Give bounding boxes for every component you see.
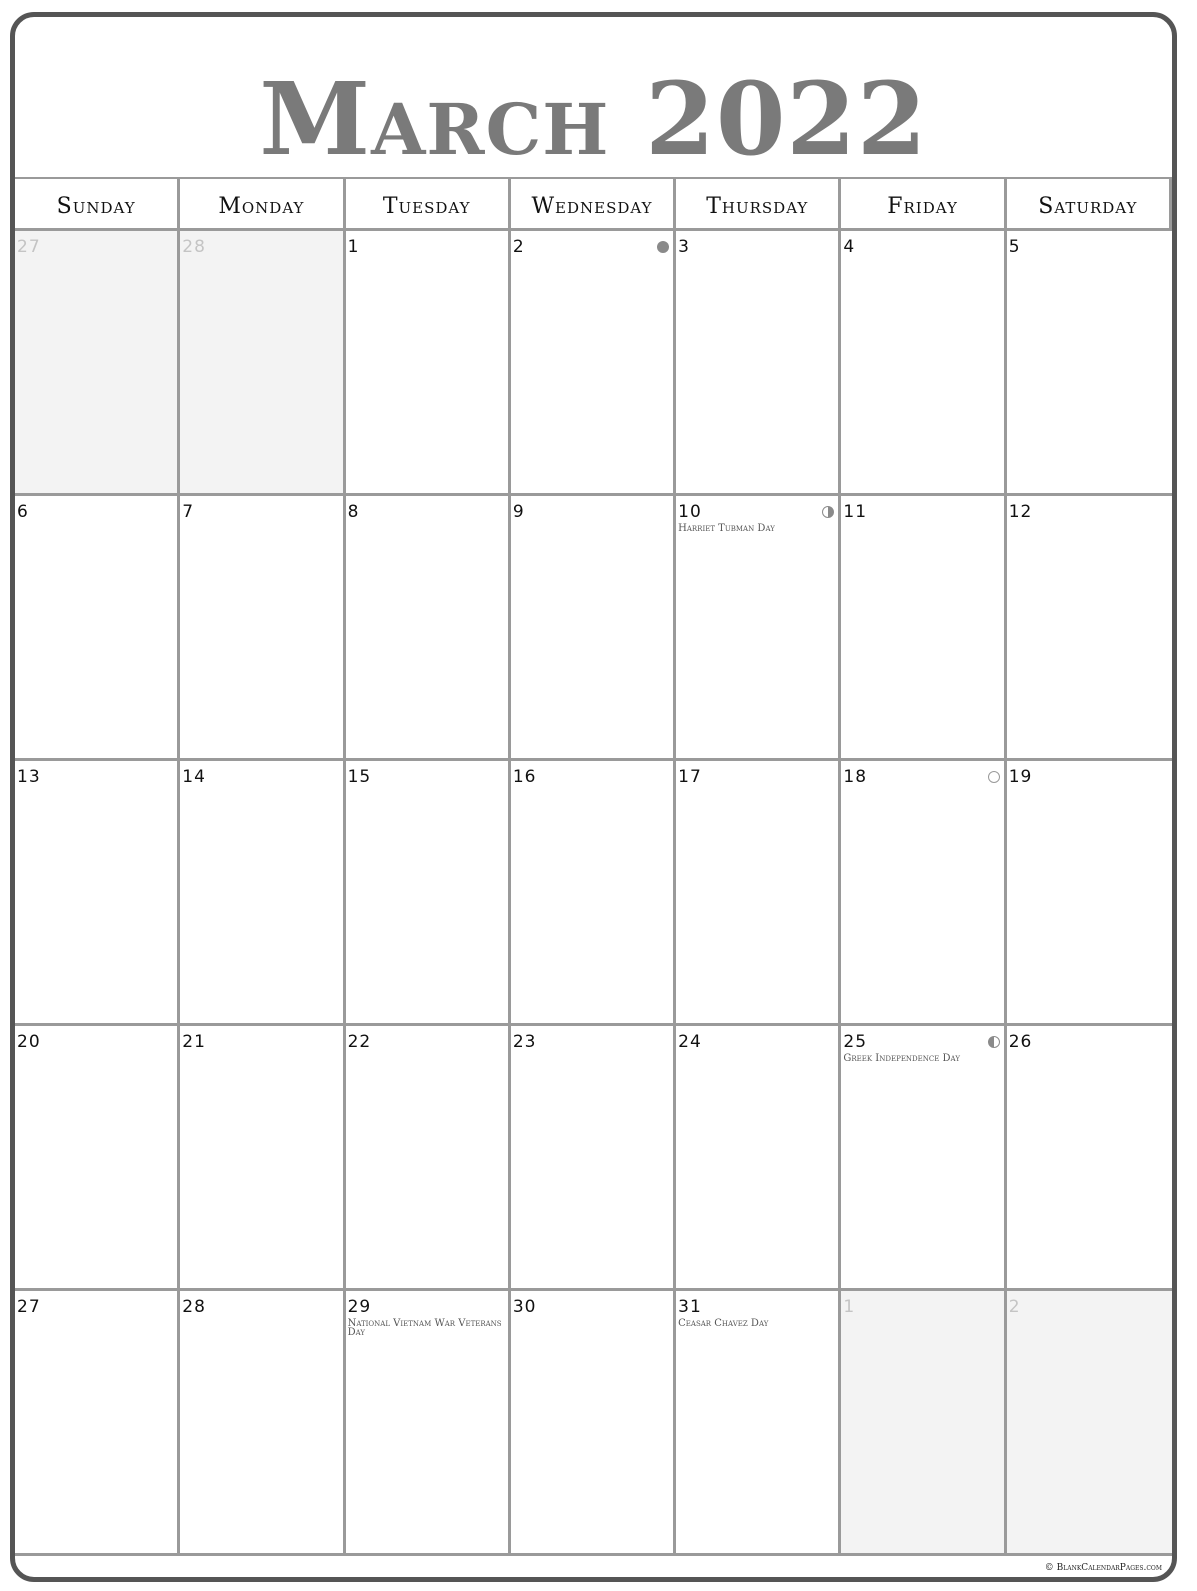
day-number: 5	[1008, 237, 1021, 257]
day-number: 9	[512, 502, 525, 522]
weekday-header: Monday	[180, 179, 345, 231]
day-number: 16	[512, 767, 537, 787]
calendar-title: March 2022	[259, 60, 928, 178]
day-cell	[676, 1291, 841, 1556]
day-cell-outside-month	[841, 1291, 1006, 1556]
first-quarter-moon-icon	[822, 506, 834, 518]
day-number: 19	[1008, 767, 1033, 787]
day-number: 6	[17, 502, 29, 522]
holiday-label: Greek Independence Day	[843, 1053, 960, 1064]
day-number: 4	[843, 237, 856, 257]
day-number: 27	[17, 237, 41, 257]
day-cell	[676, 496, 841, 761]
holiday-label: National Vietnam War Veterans Day	[347, 1318, 502, 1338]
day-number: 26	[1008, 1032, 1033, 1052]
day-number: 28	[182, 1297, 206, 1317]
copyright-text: © BlankCalendarPages.com	[1044, 1563, 1162, 1573]
day-number: 20	[17, 1032, 41, 1052]
day-number: 30	[512, 1297, 537, 1317]
calendar-grid	[15, 179, 1172, 1556]
day-number: 21	[182, 1032, 206, 1052]
day-number: 14	[182, 767, 206, 787]
full-moon-icon	[988, 771, 1000, 783]
holiday-label: Harriet Tubman Day	[678, 523, 775, 534]
day-cell	[346, 761, 511, 1026]
day-number: 17	[678, 767, 702, 787]
day-number: 15	[347, 767, 372, 787]
day-number: 25	[843, 1032, 868, 1052]
day-cell	[346, 1291, 511, 1556]
day-number: 2	[1008, 1297, 1021, 1317]
weekday-header: Thursday	[676, 179, 841, 231]
weekday-header: Sunday	[15, 179, 180, 231]
weekday-header: Wednesday	[511, 179, 676, 231]
holiday-label: Ceasar Chavez Day	[678, 1318, 769, 1329]
day-cell	[1007, 1026, 1172, 1291]
day-number: 1	[347, 237, 360, 257]
last-quarter-moon-icon	[988, 1036, 1000, 1048]
day-cell-outside-month	[1007, 1291, 1172, 1556]
day-cell	[180, 1291, 345, 1556]
day-cell	[676, 761, 841, 1026]
day-number: 8	[347, 502, 360, 522]
calendar-frame	[10, 12, 1177, 1582]
day-cell	[1007, 496, 1172, 761]
day-number: 23	[512, 1032, 537, 1052]
day-cell	[676, 1026, 841, 1291]
day-cell	[15, 1026, 180, 1291]
day-cell-outside-month	[15, 231, 180, 496]
day-number: 2	[512, 237, 525, 257]
day-cell-outside-month	[180, 231, 345, 496]
weekday-header: Saturday	[1007, 179, 1172, 231]
day-cell	[1007, 231, 1172, 496]
day-cell	[180, 496, 345, 761]
day-cell	[15, 761, 180, 1026]
day-number: 13	[17, 767, 41, 787]
day-cell	[511, 1026, 676, 1291]
day-cell	[1007, 761, 1172, 1026]
day-number: 10	[678, 502, 702, 522]
day-cell	[676, 231, 841, 496]
day-cell	[15, 496, 180, 761]
day-cell	[511, 761, 676, 1026]
day-number: 18	[843, 767, 868, 787]
day-cell	[180, 1026, 345, 1291]
day-number: 22	[347, 1032, 372, 1052]
day-cell	[346, 231, 511, 496]
day-cell	[841, 231, 1006, 496]
day-number: 29	[347, 1297, 372, 1317]
day-cell	[511, 231, 676, 496]
day-number: 11	[843, 502, 868, 522]
new-moon-icon	[657, 241, 669, 253]
day-cell	[15, 1291, 180, 1556]
weekday-header: Friday	[841, 179, 1006, 231]
day-number: 31	[678, 1297, 702, 1317]
day-number: 28	[182, 237, 206, 257]
day-cell	[180, 761, 345, 1026]
weekday-header: Tuesday	[346, 179, 511, 231]
day-number: 27	[17, 1297, 41, 1317]
day-number: 3	[678, 237, 690, 257]
day-cell	[841, 496, 1006, 761]
day-cell	[346, 1026, 511, 1291]
day-cell	[511, 496, 676, 761]
day-number: 24	[678, 1032, 702, 1052]
day-cell	[346, 496, 511, 761]
day-number: 7	[182, 502, 195, 522]
day-cell	[841, 1026, 1006, 1291]
day-cell	[841, 761, 1006, 1026]
day-cell	[511, 1291, 676, 1556]
day-number: 1	[843, 1297, 856, 1317]
day-number: 12	[1008, 502, 1033, 522]
title-area	[15, 17, 1172, 179]
